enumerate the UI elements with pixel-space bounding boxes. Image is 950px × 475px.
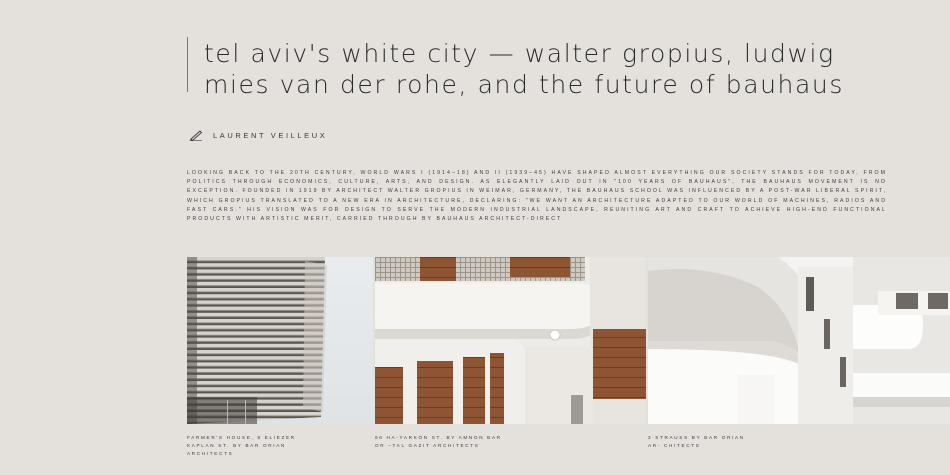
title-rule — [187, 37, 188, 92]
caption-farmers-house: FARMER'S HOUSE, 8 ELIEZER KAPLAN ST. BY BAR ORIAN ARCHITECTS — [187, 435, 296, 456]
article-body: LOOKING BACK TO THE 20TH CENTURY, WORLD WARS I (1914–18) AND II (1939–45) HAVE SHAPED ALMOST EVERYTHING OUR SOCIETY STANDS FOR TODAY, FROM POLITICS THROUGH ECONOMICS, CULTURE, ARTS, AND DESIGN. AS ELEGANTLY LAID OUT IN "100 YEARS OF BAUHAUS", THE BAUHAUS MOVEMENT IS NO EXCEPTION. FOUNDED IN 1919 BY ARCHITECT WALTER GROPIUS IN WEIMAR, GERMANY, THE BAUHAUS SCHOOL WAS INFLUENCED BY A POST-WAR LIBERAL SPIRIT, WHICH GROPIUS TRANSLATED TO A NEW ERA IN ARCHITECTURE, DECLARING: "WE WANT AN ARCHITECTURE ADAPTED TO OUR WORLD OF MACHINES, RADIOS AND FAST CARS." HIS VISION WAS FOR DESIGN TO SERVE THE MODERN INDUSTRIAL LANDSCAPE, REUNITING ART AND CRAFT TO ACHIEVE HIGH-END FUNCTIONAL PRODUCTS WITH ARTISTIC MERIT, CARRIED THROUGH BY BAUHAUS ARCHITECT-DIRECT — [187, 170, 887, 223]
caption-strauss: 3 STRAUSS BY BAR ORIAN AR- CHITECTS — [648, 435, 745, 448]
photo-farmers-house — [187, 257, 373, 424]
caption-ha-yarkon: 96 HA-YARKON ST. BY AMNON BAR OR –TAL GAZIT ARCHITECTS — [375, 435, 502, 448]
pen-icon — [189, 129, 203, 141]
photo-ha-yarkon-image — [375, 257, 646, 424]
byline — [189, 129, 327, 141]
article-title: tel aviv's white city — walter gropius, ludwig mies van der rohe, and the future of bauhaus — [204, 39, 844, 99]
photo-strauss-image — [648, 257, 950, 424]
photo-strauss — [648, 257, 950, 424]
photo-ha-yarkon — [375, 257, 646, 424]
photo-farmers-house-image — [187, 257, 373, 424]
author-name: LAURENT VEILLEUX — [213, 130, 328, 140]
